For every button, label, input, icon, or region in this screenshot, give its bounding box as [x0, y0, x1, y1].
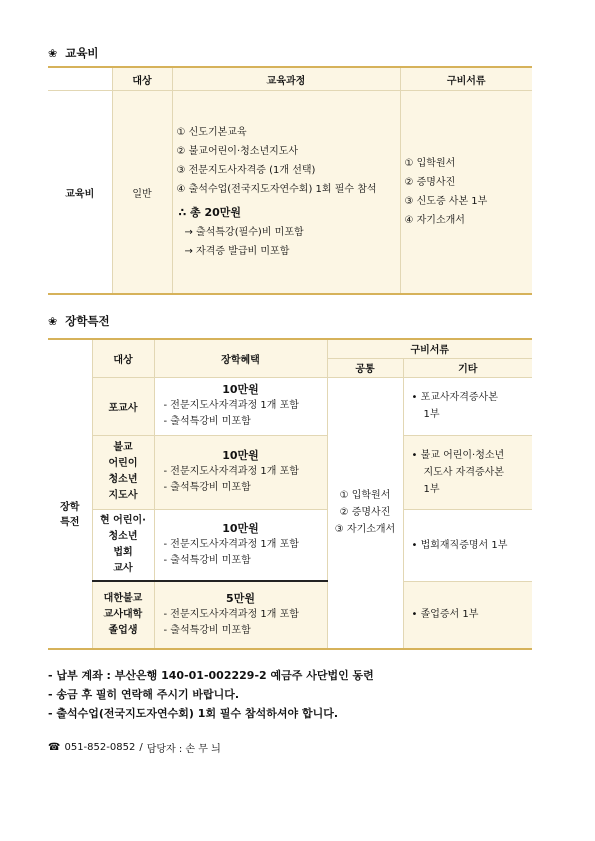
manager-name: 담당자 : 손 무 늬	[146, 744, 221, 755]
benefit-item: - 출석특강비 미포함	[163, 482, 251, 493]
separator: /	[139, 742, 143, 753]
course-item: ③ 전문지도사자격증 (1개 선택)	[176, 165, 316, 176]
benefit-item: - 전문지도사자격과정 1개 포함	[163, 466, 299, 477]
etc-cell	[403, 581, 532, 649]
course-cell	[172, 91, 400, 295]
note-line: - 납부 계좌 : 부산은행 140-01-002229-2 예금주 사단법인 동련	[48, 669, 374, 682]
flower-icon: ❀	[48, 46, 58, 60]
document-item: ③ 신도증 사본 1부	[404, 196, 488, 207]
course-item: ④ 출석수업(전국지도자연수회) 1회 필수 참석	[176, 184, 377, 195]
etc-line: • 법회재직증명서 1부	[411, 539, 508, 551]
row-label	[48, 377, 92, 649]
target-line: 교사	[113, 562, 133, 574]
note-line: - 송금 후 필히 연락해 주시기 바랍니다.	[48, 688, 240, 701]
note-item: → 자격증 발급비 미포함	[184, 246, 290, 257]
section-title-text: 장학특전	[65, 314, 110, 328]
common-doc-item: ① 입학원서	[339, 490, 391, 502]
target-line: 청소년	[108, 530, 138, 542]
target-cell	[92, 509, 154, 581]
target-line: 포교사	[108, 402, 138, 414]
phone-number[interactable]: 051-852-0852	[64, 742, 136, 753]
target-line: 청소년	[108, 474, 138, 485]
document-item: ② 증명사진	[404, 177, 456, 188]
header-target: 대상	[112, 67, 172, 91]
etc-line: 1부	[423, 483, 440, 495]
payment-notes	[48, 666, 374, 723]
etc-cell	[403, 509, 532, 581]
etc-cell	[403, 377, 532, 435]
benefit-item: - 전문지도사자격과정 1개 포함	[163, 538, 299, 550]
common-doc-item: ③ 자기소개서	[334, 524, 396, 536]
header-documents: 구비서류	[400, 67, 532, 91]
benefit-cell	[154, 509, 327, 581]
section-title-scholarship	[48, 313, 110, 329]
benefit-item: - 출석특강비 미포함	[163, 625, 251, 636]
header-documents: 구비서류	[327, 339, 532, 358]
benefit-item: - 출석특강비 미포함	[163, 554, 251, 566]
target-line: 지도사	[108, 490, 138, 501]
note-item: → 출석특강(필수)비 미포함	[184, 227, 304, 238]
common-docs-cell	[327, 377, 403, 649]
target-cell: 일반	[112, 91, 172, 295]
benefit-item: - 전문지도사자격과정 1개 포함	[163, 400, 299, 411]
target-line: 어린이	[108, 458, 138, 469]
amount: 10만원	[222, 449, 259, 462]
header-empty	[48, 339, 92, 377]
section-title-tuition	[48, 45, 99, 61]
amount: 5만원	[226, 592, 255, 605]
document-item: ① 입학원서	[404, 158, 456, 169]
target-cell	[92, 581, 154, 649]
contact-info	[48, 740, 221, 755]
benefit-cell	[154, 377, 327, 435]
row-label: 교육비	[48, 91, 112, 295]
header-benefit: 장학혜택	[154, 339, 327, 377]
target-line: 졸업생	[108, 625, 138, 636]
phone-icon: ☎	[48, 742, 61, 753]
etc-line: • 포교사자격증사본	[411, 392, 498, 403]
document-item: ④ 자기소개서	[404, 215, 465, 226]
benefit-item: - 전문지도사자격과정 1개 포함	[163, 609, 299, 620]
scholarship-table	[48, 338, 532, 650]
etc-line: • 불교 어린이·청소년	[411, 449, 505, 461]
header-etc: 기타	[403, 358, 532, 377]
target-line: 현 어린이·	[100, 514, 146, 526]
total-price: ∴ 총 20만원	[178, 206, 241, 219]
header-course: 교육과정	[172, 67, 400, 91]
row-label-line: 장학	[60, 501, 80, 513]
section-title-text: 교육비	[65, 46, 99, 60]
etc-line: 1부	[423, 409, 440, 420]
etc-line: 지도사 자격증사본	[423, 466, 504, 478]
target-cell	[92, 377, 154, 435]
benefit-cell	[154, 435, 327, 509]
flower-icon: ❀	[48, 314, 58, 328]
header-empty	[48, 67, 112, 91]
amount: 10만원	[222, 521, 259, 535]
etc-line: • 졸업증서 1부	[411, 609, 479, 621]
tuition-table	[48, 66, 532, 295]
course-item: ② 불교어린이·청소년지도사	[176, 146, 299, 157]
target-line: 교사대학	[103, 609, 143, 620]
header-common: 공통	[327, 358, 403, 377]
etc-cell	[403, 435, 532, 509]
target-line: 대한불교	[103, 593, 143, 604]
target-line: 불교	[113, 442, 133, 453]
target-cell	[92, 435, 154, 509]
target-line: 법회	[113, 546, 133, 558]
header-target: 대상	[92, 339, 154, 377]
amount: 10만원	[222, 383, 259, 396]
benefit-item: - 출석특강비 미포함	[163, 416, 251, 427]
row-label-line: 특전	[60, 516, 80, 528]
note-line: - 출석수업(전국지도자연수회) 1회 필수 참석하셔야 합니다.	[48, 707, 338, 720]
common-doc-item: ② 증명사진	[339, 507, 391, 519]
benefit-cell	[154, 581, 327, 649]
documents-cell	[400, 91, 532, 295]
course-item: ① 신도기본교육	[176, 127, 247, 138]
